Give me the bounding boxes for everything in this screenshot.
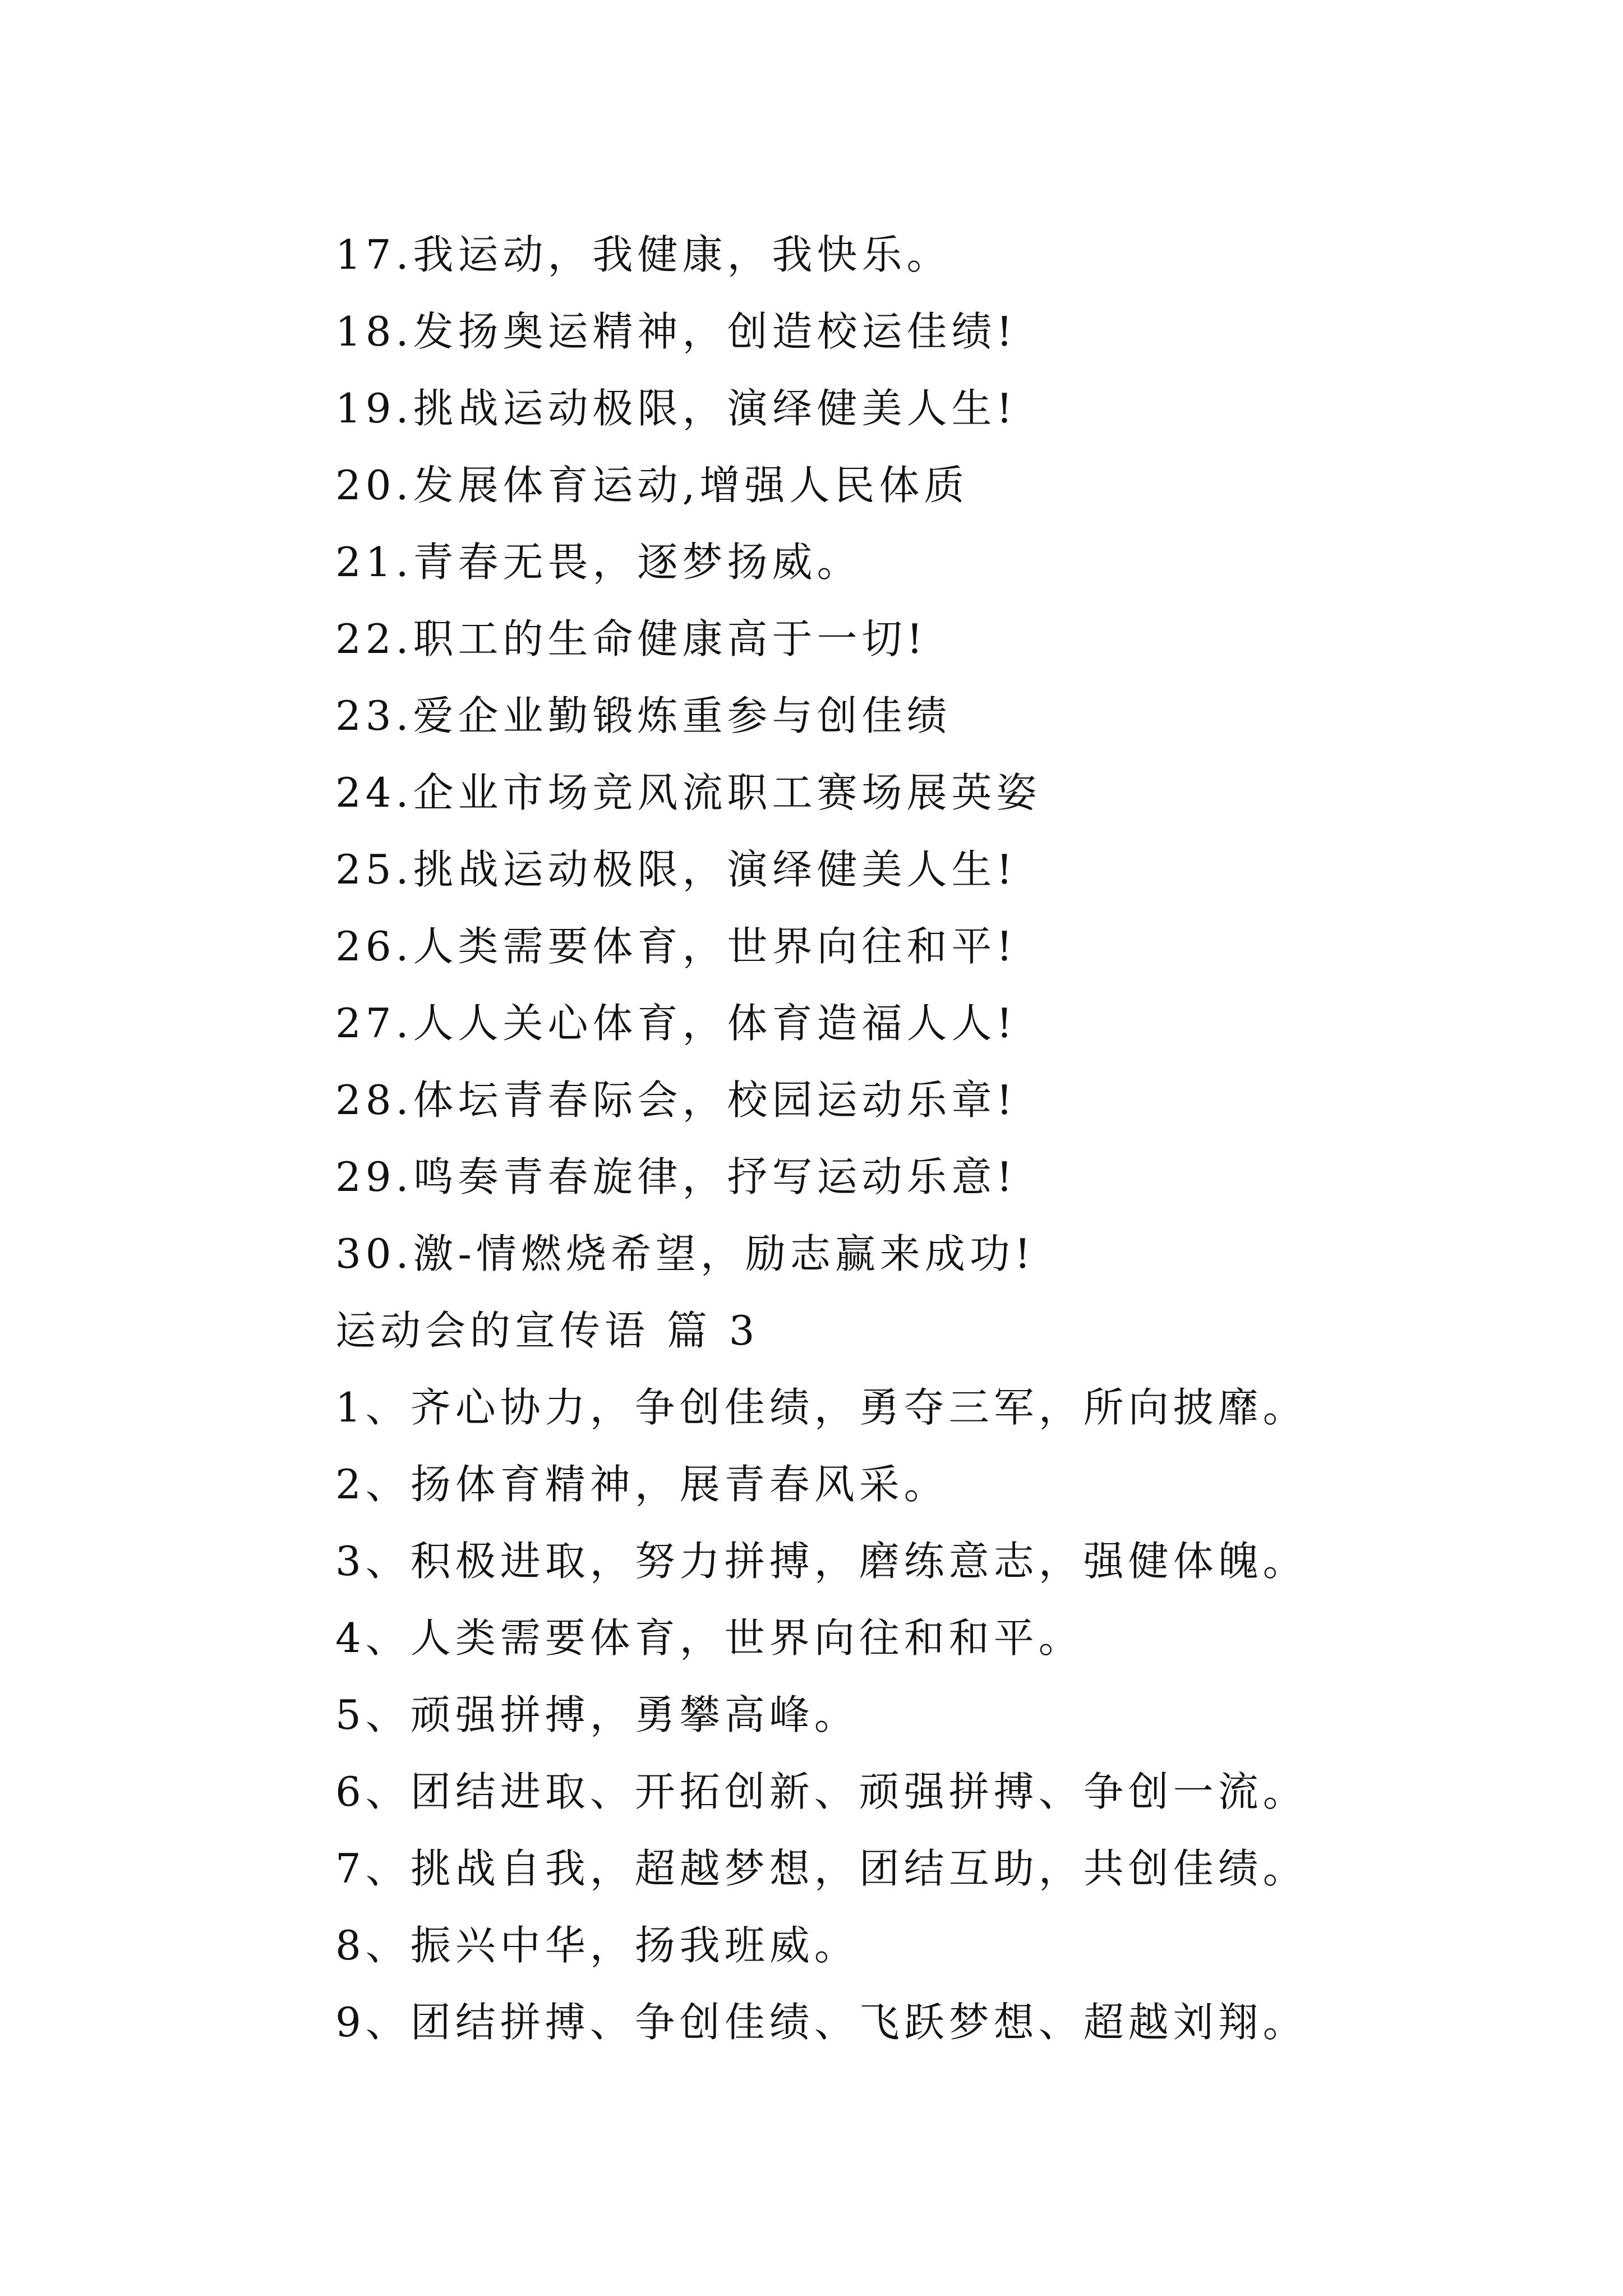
slogan-line: 30.激-情燃烧希望，励志赢来成功! — [335, 1230, 1035, 1277]
slogan-line: 17.我运动，我健康，我快乐。 — [335, 231, 952, 278]
slogan-line: 27.人人关心体育，体育造福人人! — [335, 1000, 1017, 1047]
slogan-line: 4、人类需要体育，世界向往和和平。 — [335, 1614, 1083, 1662]
slogan-line: 23.爱企业勤锻炼重参与创佳绩 — [335, 692, 952, 739]
slogan-line: 25.挑战运动极限，演绎健美人生! — [335, 846, 1017, 893]
document-body — [335, 217, 1569, 2061]
slogan-line: 26.人类需要体育，世界向往和平! — [335, 923, 1017, 970]
slogan-line: 9、团结拼搏、争创佳绩、飞跃梦想、超越刘翔。 — [335, 1999, 1308, 2046]
slogan-line: 22.职工的生命健康高于一切! — [335, 615, 928, 662]
slogan-line: 24.企业市场竞风流职工赛场展英姿 — [335, 769, 1041, 816]
section-heading: 运动会的宣传语 篇 3 — [335, 1307, 759, 1354]
slogan-line: 1、齐心协力，争创佳绩，勇夺三军，所向披靡。 — [335, 1384, 1308, 1431]
slogan-line: 8、振兴中华，扬我班威。 — [335, 1922, 859, 1969]
slogan-line: 29.鸣奏青春旋律，抒写运动乐意! — [335, 1153, 1017, 1200]
slogan-line: 5、顽强拼搏，勇攀高峰。 — [335, 1691, 859, 1738]
slogan-line: 7、挑战自我，超越梦想，团结互助，共创佳绩。 — [335, 1845, 1308, 1892]
slogan-line: 21.青春无畏，逐梦扬威。 — [335, 539, 862, 586]
slogan-line: 3、积极进取，努力拼搏，磨练意志，强健体魄。 — [335, 1538, 1308, 1585]
slogan-line: 2、扬体育精神，展青春风采。 — [335, 1461, 949, 1508]
slogan-line: 18.发扬奥运精神，创造校运佳绩! — [335, 308, 1017, 355]
slogan-line: 20.发展体育运动,增强人民体质 — [335, 462, 969, 509]
slogan-line: 6、团结进取、开拓创新、顽强拼搏、争创一流。 — [335, 1768, 1308, 1815]
slogan-line: 19.挑战运动极限，演绎健美人生! — [335, 385, 1017, 432]
slogan-line: 28.体坛青春际会，校园运动乐章! — [335, 1076, 1017, 1124]
